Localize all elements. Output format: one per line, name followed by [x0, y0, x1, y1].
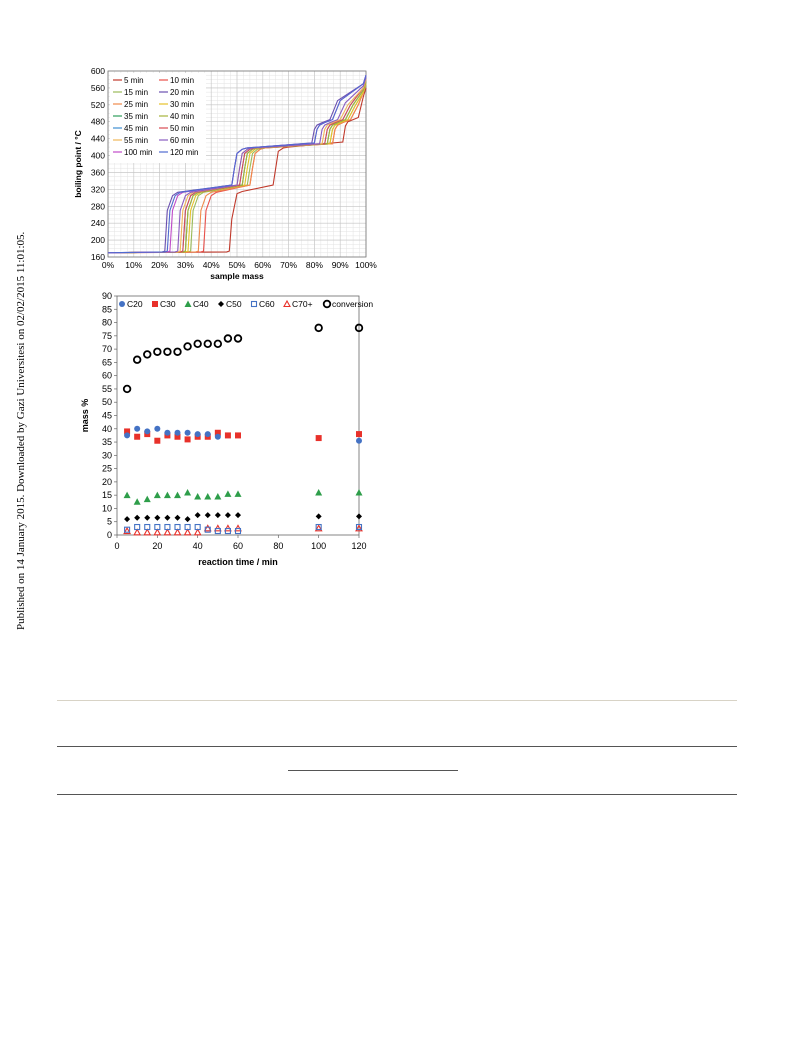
y-tick-label: 240	[90, 218, 105, 229]
y-tick-label: 0	[106, 530, 112, 540]
x-tick-label: 100	[311, 541, 327, 551]
y-tick-label: 85	[101, 304, 112, 315]
legend-label: 35 min	[124, 112, 149, 121]
legend-label: C30	[160, 299, 176, 310]
y-tick-label: 10	[101, 503, 112, 514]
y-axis-label: boiling point / °C	[73, 130, 83, 198]
y-tick-label: 15	[101, 490, 112, 501]
y-tick-label: 75	[101, 330, 112, 341]
x-tick-label: 0%	[101, 260, 115, 270]
y-tick-label: 55	[101, 383, 112, 394]
x-tick-label: 100%	[355, 260, 377, 270]
y-tick-label: 480	[90, 116, 105, 127]
legend-label: 50 min	[170, 124, 195, 133]
x-tick-label: 60	[232, 541, 244, 551]
legend-label: 5 min	[124, 76, 144, 85]
y-tick-label: 60	[101, 370, 112, 381]
y-axis-label: mass %	[80, 398, 90, 433]
y-tick-label: 25	[101, 463, 112, 474]
legend-label: 10 min	[170, 76, 195, 85]
data-point	[164, 430, 170, 436]
data-point	[185, 430, 191, 436]
y-tick-label: 30	[101, 450, 112, 461]
x-axis-label: reaction time / min	[198, 557, 278, 567]
x-tick-label: 90%	[331, 260, 349, 270]
x-axis-label: sample mass	[210, 271, 264, 281]
legend-label: C70+	[292, 299, 313, 310]
y-tick-label: 35	[101, 437, 112, 448]
data-point	[205, 431, 211, 437]
divider	[57, 746, 737, 747]
legend-label: C20	[127, 299, 143, 310]
data-point	[124, 432, 130, 438]
x-tick-label: 70%	[280, 260, 298, 270]
data-point	[154, 426, 160, 432]
y-tick-label: 5	[106, 516, 112, 527]
data-point	[225, 432, 231, 438]
y-tick-label: 200	[90, 235, 105, 246]
legend	[118, 297, 373, 311]
data-point	[134, 434, 140, 440]
legend-label: conversion	[332, 299, 374, 310]
y-tick-label: 40	[101, 423, 112, 434]
divider	[57, 794, 737, 795]
boiling-point-chart	[70, 62, 377, 288]
x-tick-label: 30%	[176, 260, 194, 270]
data-point	[134, 426, 140, 432]
legend-label: C60	[259, 299, 275, 310]
data-point	[185, 436, 191, 442]
mass-percent-chart	[70, 286, 374, 578]
y-tick-label: 90	[101, 291, 112, 301]
x-tick-label: 80	[273, 541, 284, 551]
y-tick-label: 45	[101, 410, 112, 421]
legend-label: 30 min	[170, 100, 195, 109]
data-point	[235, 432, 241, 438]
x-tick-label: 120	[351, 541, 367, 551]
y-tick-label: 400	[90, 150, 105, 161]
y-tick-label: 560	[90, 82, 105, 93]
y-tick-label: 50	[101, 397, 112, 408]
data-point	[356, 438, 362, 444]
legend-label: C50	[226, 299, 242, 310]
legend-label: 100 min	[124, 148, 153, 157]
legend-label: 25 min	[124, 100, 149, 109]
legend	[110, 73, 206, 163]
y-tick-label: 160	[90, 252, 105, 262]
x-tick-label: 40%	[202, 260, 220, 270]
plot-frame	[117, 296, 359, 535]
legend-label: 120 min	[170, 148, 199, 157]
legend-marker	[119, 301, 125, 307]
data-point	[316, 435, 322, 441]
y-tick-label: 440	[90, 133, 105, 144]
x-tick-label: 0	[114, 541, 120, 551]
y-tick-label: 70	[101, 344, 112, 355]
x-tick-label: 20	[152, 541, 163, 551]
y-tick-label: 320	[90, 184, 105, 195]
x-tick-label: 40	[192, 541, 203, 551]
legend-label: 60 min	[170, 136, 195, 145]
download-watermark: Published on 14 January 2015. Downloaded by Gazi Universitesi on 02/02/2015 11:01:05.	[15, 231, 27, 630]
legend-label: 15 min	[124, 88, 149, 97]
legend-marker	[152, 301, 158, 307]
x-tick-label: 20%	[151, 260, 169, 270]
divider	[57, 700, 737, 701]
y-tick-label: 360	[90, 167, 105, 178]
y-tick-label: 600	[90, 66, 105, 76]
y-tick-label: 80	[101, 317, 112, 328]
data-point	[195, 431, 201, 437]
data-point	[175, 430, 181, 436]
x-tick-label: 80%	[305, 260, 323, 270]
data-point	[215, 434, 221, 440]
y-tick-label: 65	[101, 357, 112, 368]
legend-label: 40 min	[170, 112, 195, 121]
legend-label: 55 min	[124, 136, 149, 145]
data-point	[356, 431, 362, 437]
y-tick-label: 520	[90, 99, 105, 110]
legend-label: C40	[193, 299, 209, 310]
y-tick-label: 20	[101, 476, 112, 487]
x-tick-label: 60%	[254, 260, 272, 270]
x-tick-label: 50%	[228, 260, 246, 270]
x-tick-label: 10%	[125, 260, 143, 270]
legend-label: 45 min	[124, 124, 149, 133]
data-point	[154, 438, 160, 444]
data-point	[144, 428, 150, 434]
divider	[288, 770, 458, 771]
y-tick-label: 280	[90, 201, 105, 212]
legend-label: 20 min	[170, 88, 195, 97]
